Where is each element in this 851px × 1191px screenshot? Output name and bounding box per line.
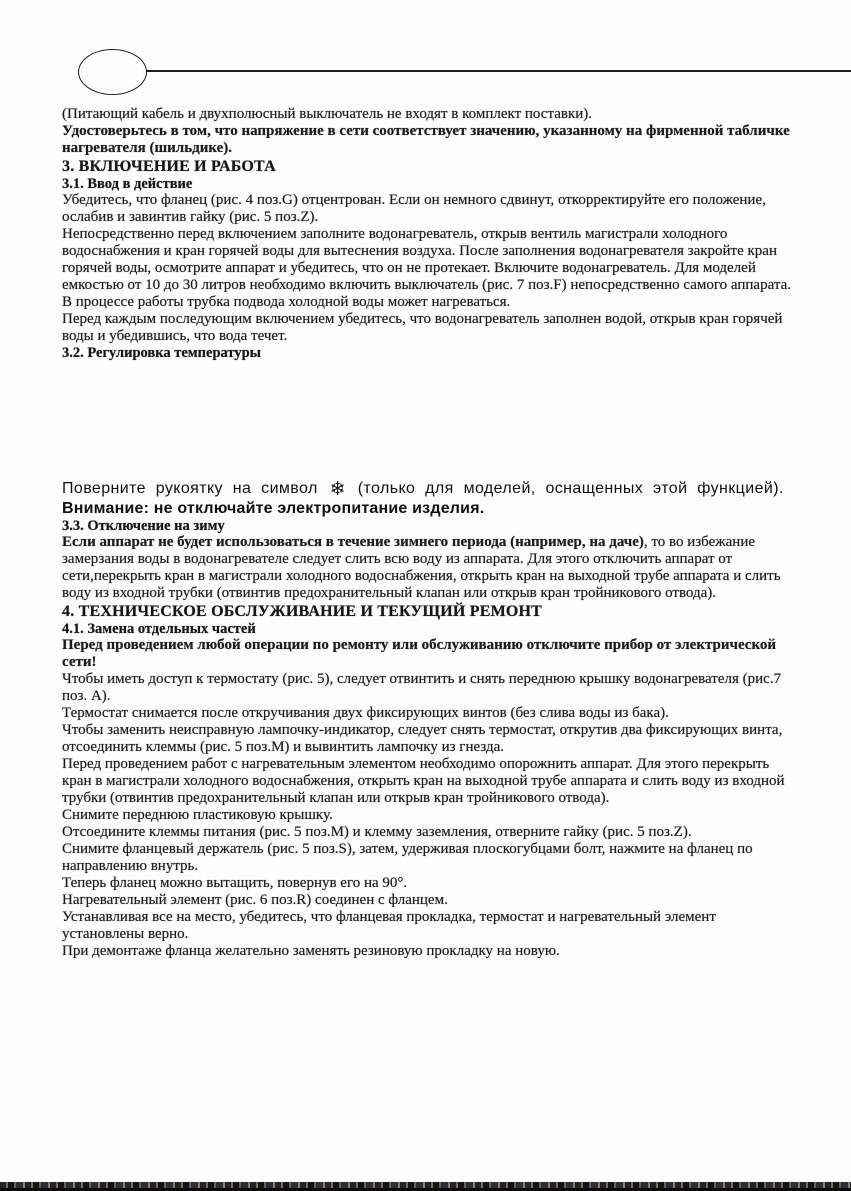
thermostat-removal-paragraph: Термостат снимается после откручивания двух фиксирующих винтов (без слива воды из бака). [62,705,669,721]
section-3-3-heading: 3.3. Отключение на зиму [62,518,225,534]
section-4-heading: 4. ТЕХНИЧЕСКОЕ ОБСЛУЖИВАНИЕ И ТЕКУЩИЙ РЕМОНТ [62,603,543,620]
heating-element-flange-paragraph: Нагревательный элемент (рис. 6 поз.R) соединен с фланцем. [62,892,448,908]
cable-note-text: (Питающий кабель и двухполюсный выключатель не входят в комплект поставки). [62,106,592,122]
snowflake-icon: ❄ [329,478,346,500]
header-rule [143,70,851,72]
voltage-warning-text: Удостоверьтесь в том, что напряжение в сети соответствует значению, указанному на фирменной табличке нагревателя (шильдике). [62,123,790,156]
gasket-replacement-paragraph: При демонтаже фланца желательно заменять резиновую прокладку на новую. [62,943,560,959]
indicator-lamp-paragraph: Чтобы заменить неисправную лампочку-индикатор, следует снять термостат, открутив два фиксирующих винта, отсоединить клеммы (рис. 5 поз.М) и вывинтить лампочку из гнезда. [62,722,783,755]
thermostat-access-paragraph: Чтобы иметь доступ к термостату (рис. 5), следует отвинтить и снять переднюю крышку водонагревателя (рис.7 поз. А). [62,671,782,704]
winter-shutdown-rest: , то во избежание замерзания воды в водонагревателе следует слить всю воду из аппарата. Для этого отключить аппарат от сети,перекрыть кран в магистрали холодного водоснабжения, открыть кран на выходной трубе аппарата и слить воду из входной трубки (отвинтив предохранительный клапан или открыв кран тройникового отвода). [62,534,781,601]
repair-safety-warning: Перед проведением любой операции по ремонту или обслуживанию отключите прибор от электрической сети! [62,637,777,670]
knob-instruction-after: (только для моделей, оснащенных этой функцией). [357,480,784,497]
disconnect-terminals-paragraph: Отсоедините клеммы питания (рис. 5 поз.М) и клемму заземления, отверните гайку (рис. 5 поз.Z). [62,824,692,840]
page-number-circle [78,49,147,95]
remove-cover-paragraph: Снимите переднюю пластиковую крышку. [62,807,333,823]
page-content [62,106,793,960]
power-warning-line: Внимание: не отключайте электропитание изделия. [62,500,485,517]
temperature-knob-block [62,479,793,518]
knob-instruction-before: Поверните рукоятку на символ [62,480,318,497]
flange-rotate-paragraph: Теперь фланец можно вытащить, повернув его на 90°. [62,875,408,891]
scan-edge-artifact [0,1182,851,1191]
heating-element-drain-paragraph: Перед проведением работ с нагревательным элементом необходимо опорожнить аппарат. Для этого перекрыть кран в магистрали холодного водоснабжения, открыть кран на выходной трубе аппарата и слить воду из входной трубки (отвинтив предохранительный клапан или открыв кран тройникового отвода). [62,756,785,806]
section-3-2-heading: 3.2. Регулировка температуры [62,345,261,361]
flange-holder-paragraph: Снимите фланцевый держатель (рис. 5 поз.S), затем, удерживая плоскогубцами болт, нажмите на фланец по направлению внутрь. [62,841,753,874]
reassembly-check-paragraph: Устанавливая все на место, убедитесь, что фланцевая прокладка, термостат и нагревательный элемент установлены верно. [62,909,716,942]
knob-instruction-line [62,479,793,499]
commissioning-paragraph-flange: Убедитесь, что фланец (рис. 4 поз.G) отцентрован. Если он немного сдвинут, откорректируйте его положение, ослабив и завинтив гайку (рис. 5 поз.Z). [62,192,766,225]
section-3-1-heading: 3.1. Ввод в действие [62,176,193,192]
commissioning-paragraph-restart: Перед каждым последующим включением убедитесь, что водонагреватель заполнен водой, открыв кран горячей воды и убедившись, что вода течет. [62,311,783,344]
section-4-1-heading: 4.1. Замена отдельных частей [62,621,256,637]
winter-shutdown-paragraph [62,534,793,602]
winter-shutdown-lead: Если аппарат не будет использоваться в течение зимнего периода (например, на даче) [62,534,644,550]
commissioning-paragraph-filling: Непосредственно перед включением заполните водонагреватель, открыв вентиль магистрали холодного водоснабжения и кран горячей воды для вытеснения воздуха. После заполнения водонагревателя закройте кран горячей воды, осмотрите аппарат и убедитесь, что он не протекает. Включите водонагреватель. Для моделей емкостью от 10 до 30 литров необходимо включить выключатель (рис. 7 поз.F) непосредственно самого аппарата. В процессе работы трубка подвода холодной воды может нагреваться. [62,226,791,310]
section-3-heading: 3. ВКЛЮЧЕНИЕ И РАБОТА [62,158,276,175]
